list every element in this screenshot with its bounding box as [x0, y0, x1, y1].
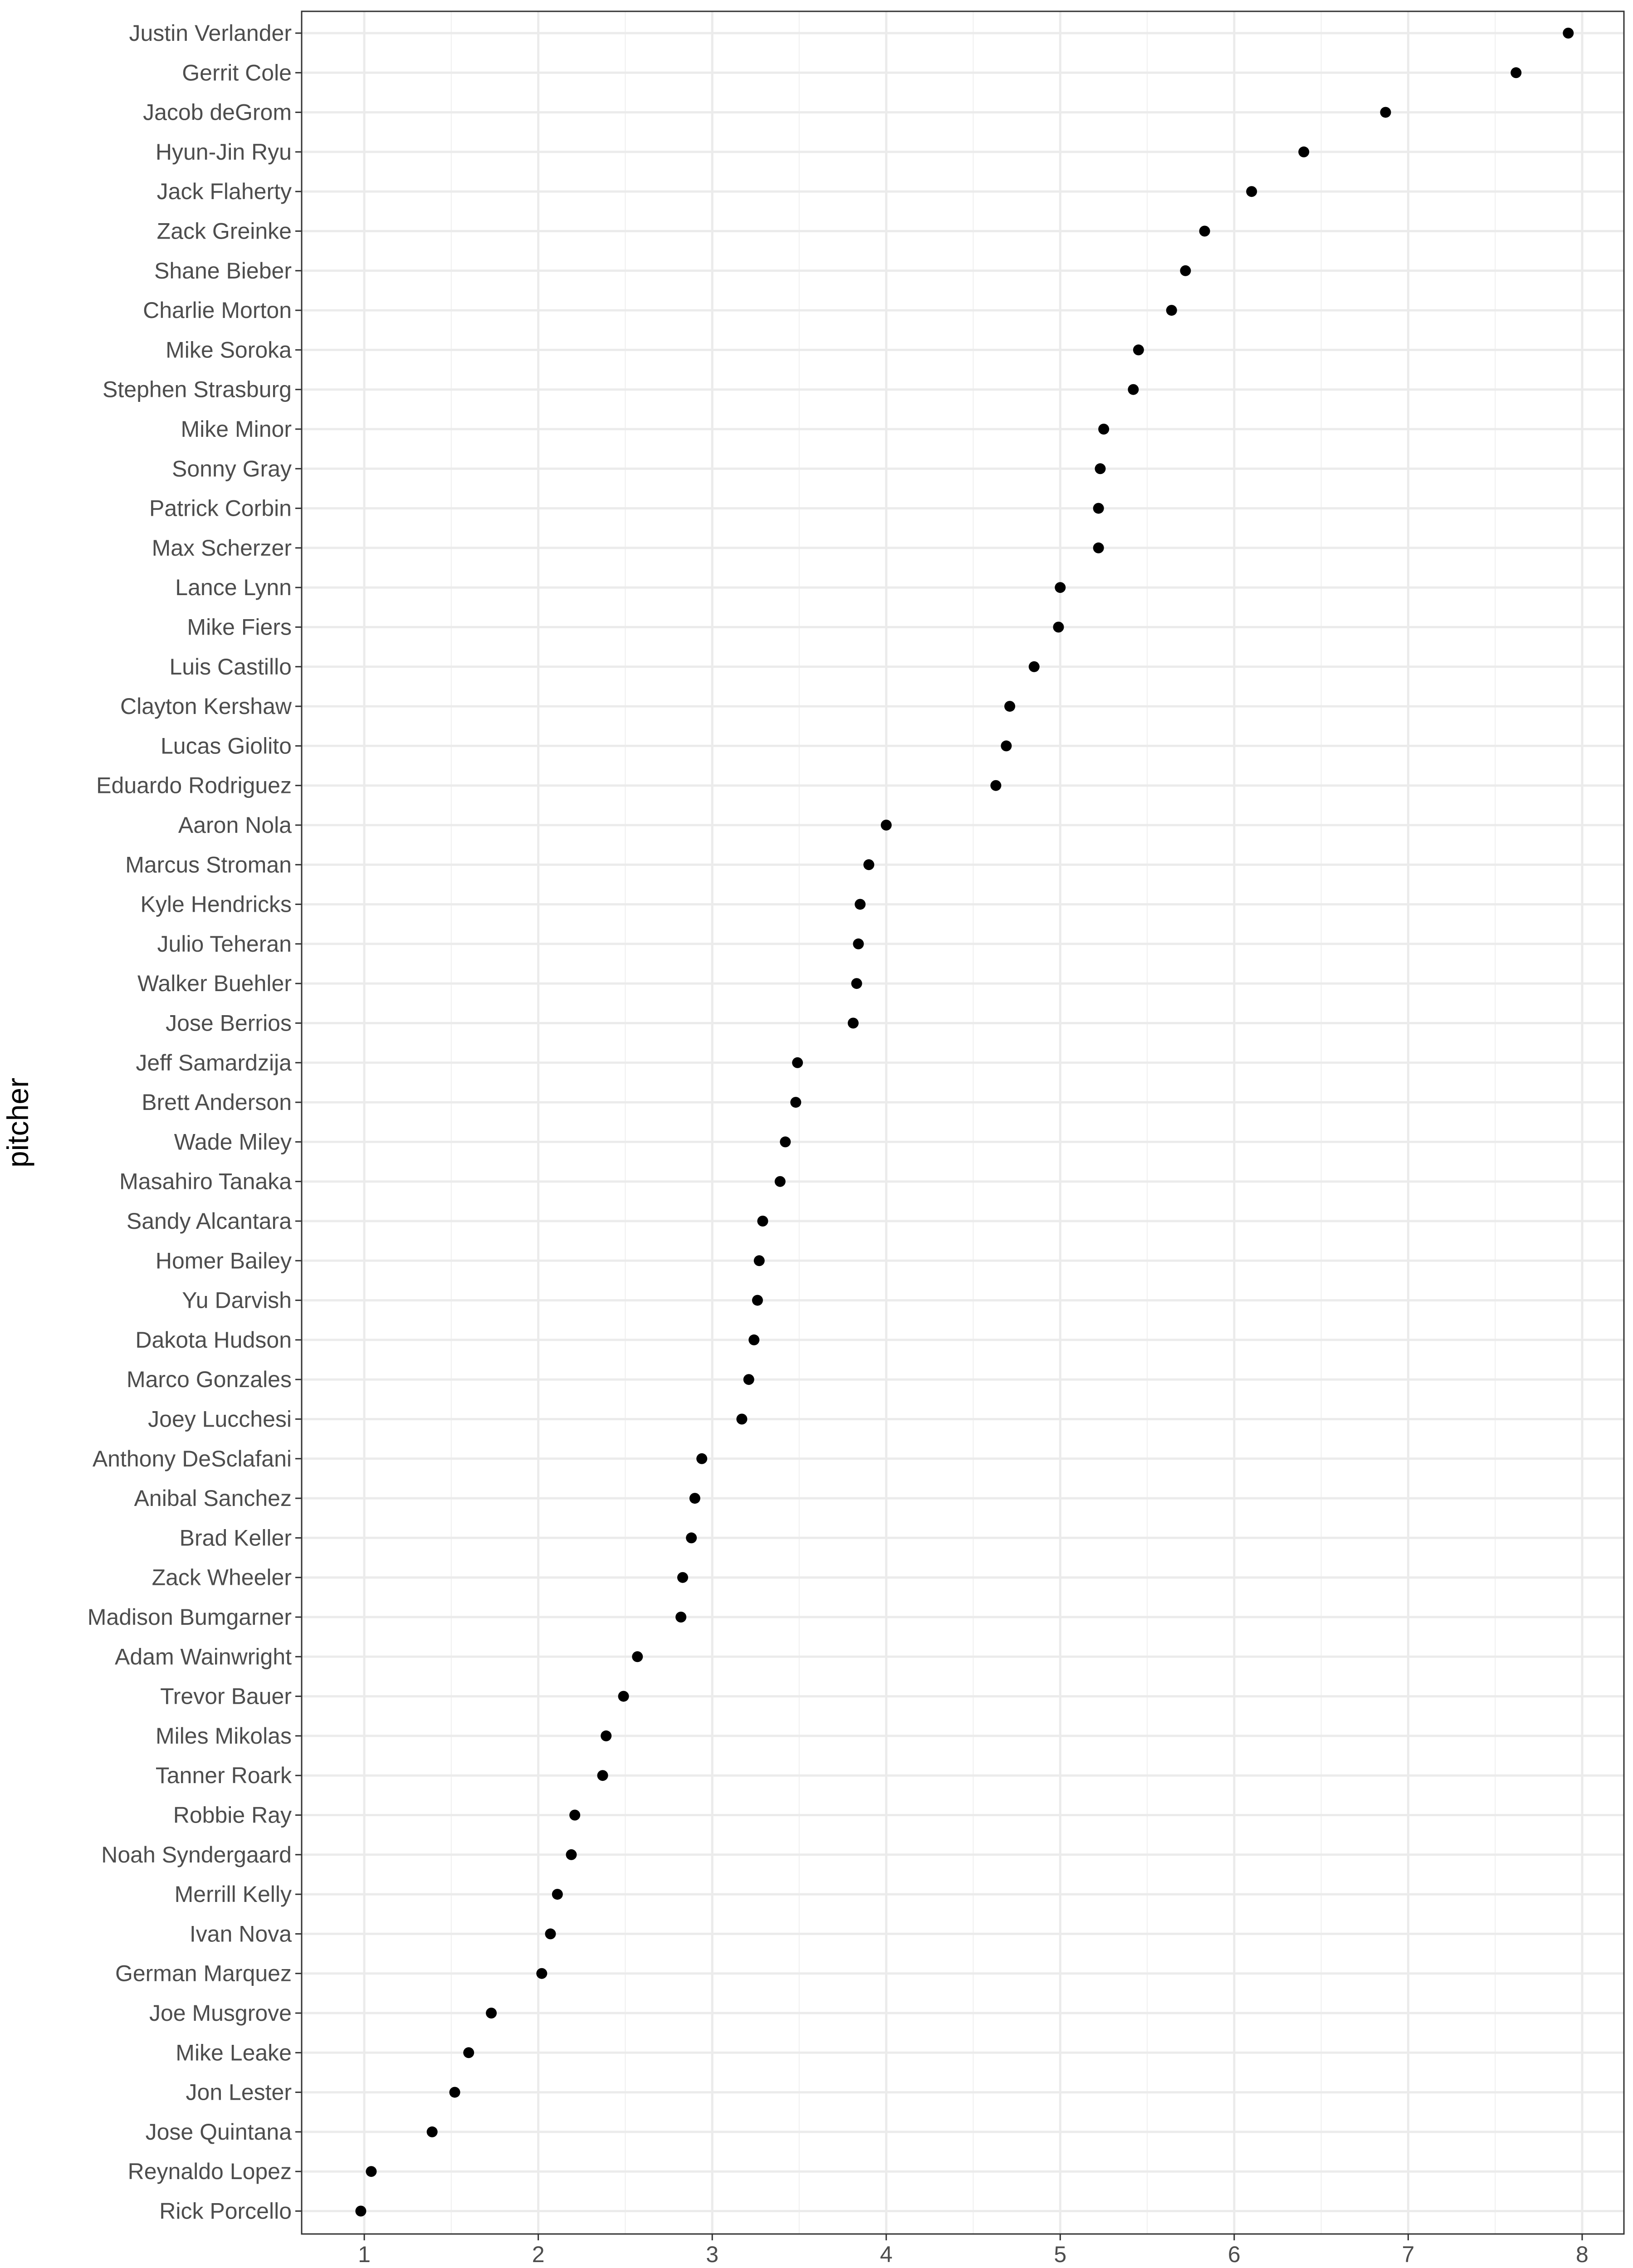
y-tick-label: Robbie Ray: [173, 1802, 292, 1828]
data-point: [851, 978, 862, 989]
data-point: [775, 1176, 786, 1187]
y-tick-label: Mike Fiers: [187, 614, 292, 640]
data-point: [366, 2166, 376, 2177]
data-point: [463, 2047, 474, 2058]
data-point: [536, 1968, 547, 1979]
data-point: [1180, 265, 1191, 276]
x-tick-label: 7: [1402, 2242, 1415, 2267]
y-tick-label: Reynaldo Lopez: [127, 2159, 292, 2185]
data-point: [752, 1295, 763, 1306]
data-point: [1133, 344, 1144, 355]
data-point: [1004, 701, 1015, 712]
y-tick-label: Julio Teheran: [157, 931, 292, 957]
y-tick-label: Adam Wainwright: [115, 1644, 292, 1670]
y-tick-label: Shane Bieber: [154, 258, 292, 284]
data-point: [566, 1849, 577, 1860]
data-point: [569, 1810, 580, 1821]
data-point: [486, 2008, 497, 2019]
y-tick-label: Jack Flaherty: [156, 179, 292, 205]
data-point: [675, 1612, 686, 1623]
data-point: [450, 2087, 460, 2098]
y-tick-label: Yu Darvish: [182, 1287, 292, 1313]
data-point: [1093, 543, 1104, 553]
y-tick-label: Lance Lynn: [175, 575, 292, 601]
y-tick-label: Joe Musgrove: [149, 2000, 292, 2026]
y-axis-title: pitcher: [1, 1077, 34, 1168]
data-point: [757, 1216, 768, 1227]
y-tick-label: Hyun-Jin Ryu: [155, 139, 292, 165]
data-point: [1166, 305, 1177, 316]
y-tick-label: Zack Greinke: [156, 218, 292, 244]
y-tick-label: Jose Berrios: [166, 1010, 292, 1036]
y-tick-label: Jose Quintana: [145, 2119, 292, 2145]
x-tick-label: 8: [1576, 2242, 1589, 2267]
data-point: [545, 1928, 556, 1939]
data-point: [743, 1374, 754, 1385]
y-tick-label: Justin Verlander: [129, 20, 292, 46]
y-tick-label: Mike Soroka: [166, 337, 292, 363]
y-tick-label: Marco Gonzales: [126, 1367, 292, 1393]
y-tick-label: Ivan Nova: [189, 1921, 292, 1947]
y-tick-label: Luis Castillo: [169, 654, 292, 679]
x-tick-label: 5: [1054, 2242, 1067, 2267]
y-tick-label: Charlie Morton: [143, 298, 292, 323]
y-tick-label: Mike Leake: [176, 2040, 292, 2066]
y-tick-label: Walker Buehler: [137, 971, 292, 997]
data-point: [618, 1691, 629, 1702]
data-point: [1128, 384, 1139, 395]
y-tick-label: Lucas Giolito: [160, 733, 292, 759]
data-point: [355, 2206, 366, 2217]
y-tick-label: Madison Bumgarner: [87, 1604, 292, 1630]
y-tick-label: Masahiro Tanaka: [119, 1168, 292, 1194]
data-point: [1095, 463, 1106, 474]
y-tick-label: Joey Lucchesi: [148, 1406, 292, 1432]
data-point: [1098, 424, 1109, 435]
data-point: [863, 859, 874, 870]
data-point: [1298, 147, 1309, 157]
data-point: [855, 899, 865, 910]
data-point: [686, 1532, 697, 1543]
data-point: [1380, 107, 1391, 118]
data-point: [1053, 622, 1064, 633]
y-tick-label: Max Scherzer: [152, 535, 292, 561]
data-point: [736, 1414, 747, 1425]
data-point: [1055, 582, 1066, 593]
x-tick-label: 4: [880, 2242, 893, 2267]
y-tick-label: Patrick Corbin: [149, 495, 292, 521]
y-tick-label: Jon Lester: [186, 2079, 292, 2105]
y-tick-label: Noah Syndergaard: [101, 1842, 292, 1867]
data-point: [790, 1097, 801, 1108]
y-tick-label: Sandy Alcantara: [126, 1208, 292, 1234]
x-tick-label: 3: [706, 2242, 719, 2267]
data-point: [696, 1453, 707, 1464]
data-point: [1246, 186, 1257, 197]
y-tick-label: Gerrit Cole: [182, 60, 292, 86]
y-tick-label: Zack Wheeler: [152, 1564, 292, 1590]
y-tick-label: Aaron Nola: [178, 812, 292, 838]
data-point: [780, 1136, 791, 1147]
y-tick-label: Sonny Gray: [171, 456, 292, 482]
data-point: [848, 1018, 859, 1029]
y-tick-label: Trevor Bauer: [160, 1683, 292, 1709]
data-point: [792, 1057, 803, 1068]
y-tick-label: Rick Porcello: [159, 2198, 292, 2224]
data-point: [677, 1572, 688, 1583]
y-tick-label: Mike Minor: [181, 416, 292, 442]
data-point: [632, 1651, 643, 1662]
y-tick-label: Homer Bailey: [155, 1248, 292, 1274]
data-point: [601, 1730, 611, 1741]
y-tick-label: Brad Keller: [179, 1525, 292, 1551]
y-tick-label: Eduardo Rodriguez: [96, 772, 292, 798]
y-tick-label: Miles Mikolas: [155, 1723, 292, 1749]
y-tick-label: Brett Anderson: [142, 1090, 292, 1115]
y-tick-label: Merrill Kelly: [174, 1882, 292, 1907]
y-tick-label: Anthony DeSclafani: [92, 1446, 292, 1471]
x-tick-label: 2: [532, 2242, 545, 2267]
data-point: [748, 1334, 759, 1345]
x-tick-label: 1: [358, 2242, 371, 2267]
data-point: [1563, 28, 1574, 39]
y-tick-label: Jacob deGrom: [143, 99, 292, 125]
data-point: [990, 780, 1001, 791]
data-point: [1199, 226, 1210, 237]
y-tick-label: Stephen Strasburg: [103, 376, 292, 402]
data-point: [597, 1770, 608, 1781]
y-tick-label: Tanner Roark: [155, 1763, 292, 1789]
y-tick-label: Wade Miley: [174, 1129, 292, 1155]
y-tick-label: Anibal Sanchez: [134, 1486, 292, 1511]
data-point: [1093, 503, 1104, 514]
x-tick-label: 6: [1227, 2242, 1241, 2267]
y-tick-label: Clayton Kershaw: [120, 694, 292, 719]
data-point: [689, 1493, 700, 1504]
y-tick-label: Marcus Stroman: [125, 852, 292, 878]
y-tick-label: Jeff Samardzija: [136, 1050, 292, 1075]
y-tick-label: Dakota Hudson: [135, 1327, 292, 1353]
data-point: [1029, 661, 1040, 672]
data-point: [881, 820, 892, 831]
data-point: [552, 1889, 563, 1900]
data-point: [1001, 740, 1012, 751]
data-point: [1511, 67, 1521, 78]
data-point: [754, 1255, 765, 1266]
data-point: [427, 2126, 438, 2137]
y-tick-label: Kyle Hendricks: [140, 891, 292, 917]
data-point: [853, 938, 864, 949]
y-tick-label: German Marquez: [115, 1960, 292, 1986]
